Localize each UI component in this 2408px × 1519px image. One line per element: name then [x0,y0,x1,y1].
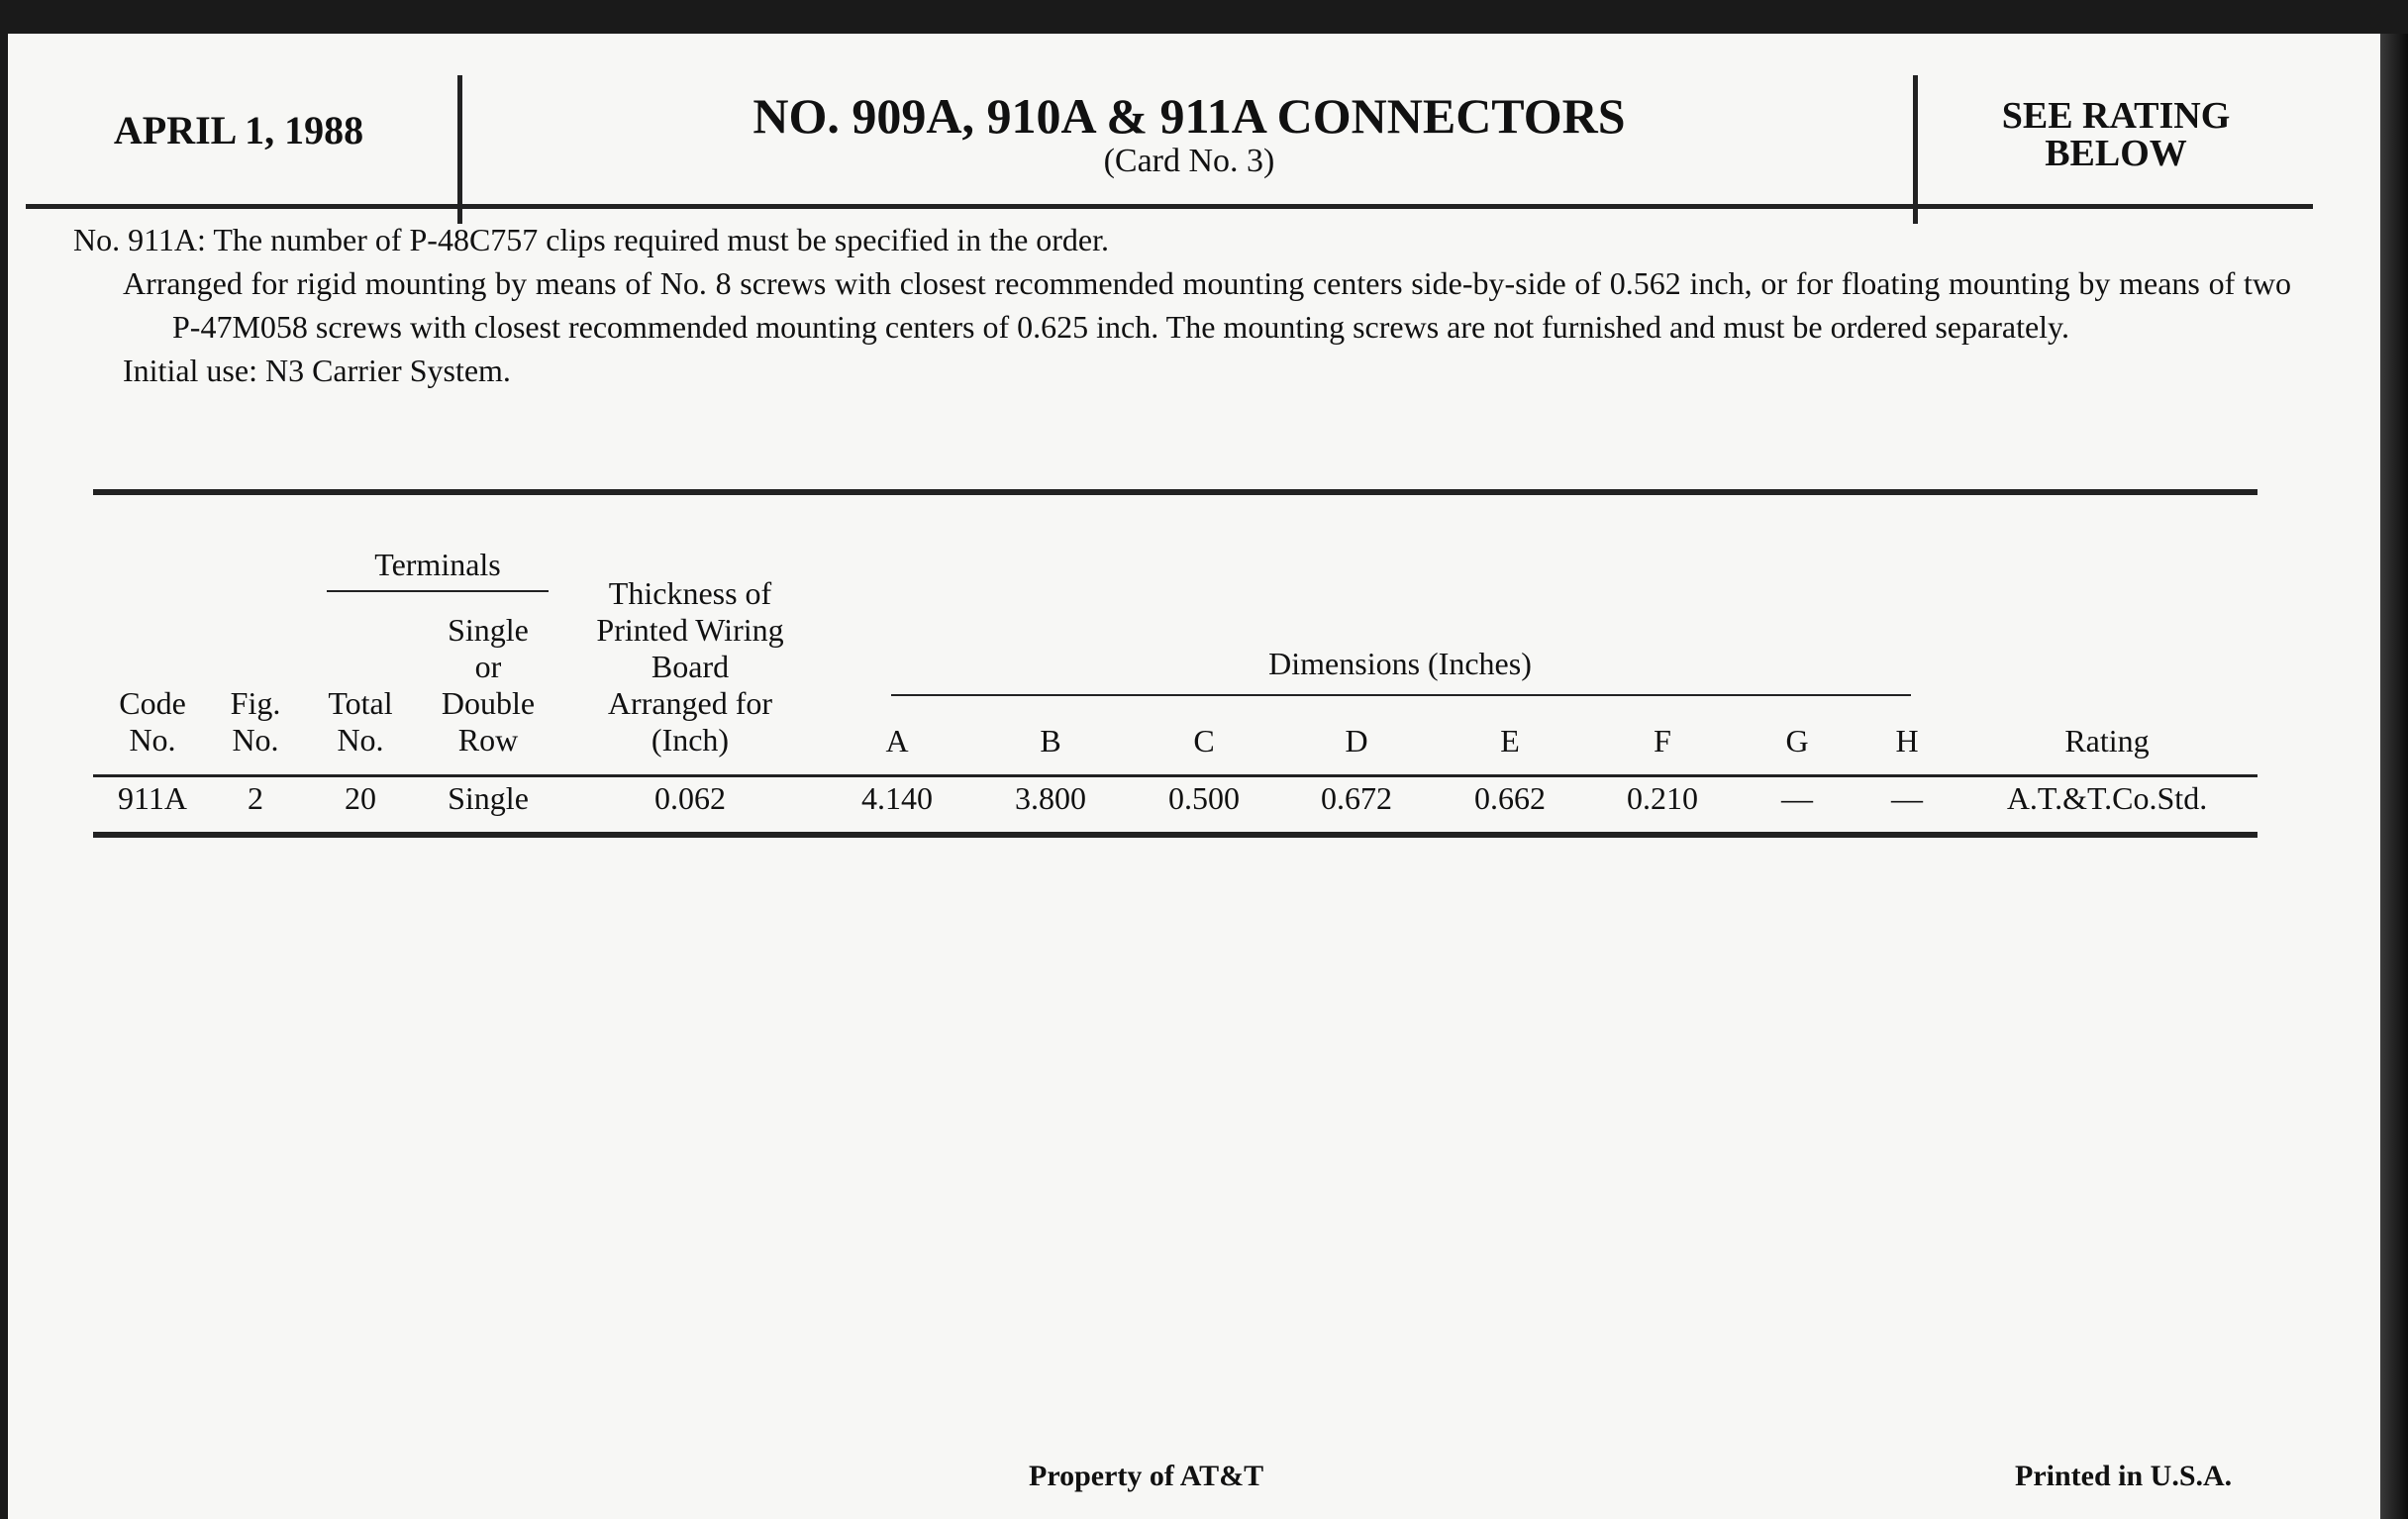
cell-dim-e: 0.662 [1474,780,1546,816]
column-header-dim-c: C [1193,723,1215,759]
column-header-dim-b: B [1040,723,1061,759]
cell-fig: 2 [248,780,263,816]
rating-note-line: BELOW [2045,133,2187,174]
mounting-note: Arranged for rigid mounting by means of No. 8 screws with closest recommended mounting centers side-by-side of 0.562 inch, or for floating mounting by means of two P-47M058 screws with closest recommended mounting centers of 0.625 inch. The mounting screws are not furnished and must be ordered separately. [123,265,2291,345]
header-line: Code [119,685,186,721]
issue-date: APRIL 1, 1988 [113,107,364,152]
cell-total: 20 [345,780,376,816]
cell-dim-b: 3.800 [1015,780,1086,816]
header-line: No. [129,722,176,758]
property-notice: Property of AT&T [1029,1460,1264,1492]
cell-rating: A.T.&T.Co.Std. [2006,780,2208,816]
table-header-rule [93,774,2258,777]
cell-thickness: 0.062 [654,780,726,816]
terminals-group-rule [327,590,549,592]
document-title: NO. 909A, 910A & 911A CONNECTORS [752,88,1626,144]
header-line: Printed Wiring [596,612,784,648]
cell-code: 911A [118,780,187,816]
header-line: Single [448,612,529,648]
terminals-group-header: Terminals [374,547,501,582]
cell-row: Single [448,780,529,816]
dimensions-group-header: Dimensions (Inches) [1268,646,1532,681]
table-bottom-rule [93,832,2258,838]
column-header-dim-f: F [1654,723,1671,759]
header-line: Thickness of [608,575,772,611]
printed-notice: Printed in U.S.A. [2015,1460,2233,1492]
dimensions-group-rule [891,694,1911,696]
header-line: Row [457,722,519,758]
header-line: (Inch) [651,722,730,758]
cell-dim-d: 0.672 [1321,780,1392,816]
header-line: Total [328,685,393,721]
column-header-dim-a: A [885,723,909,759]
cell-dim-g: — [1781,780,1813,816]
column-header-fig [231,685,281,759]
column-header-dim-d: D [1345,723,1368,759]
card-number: (Card No. 3) [1103,143,1275,179]
header-line: Fig. [230,685,281,721]
rating-note [1918,97,2314,172]
cell-dim-h: — [1891,780,1923,816]
rating-note-line: SEE RATING [2001,95,2231,137]
column-header-dim-g: G [1785,723,1809,759]
table-top-rule [93,489,2258,495]
header-line: Double [441,685,536,721]
header-line: Arranged for [607,685,773,721]
initial-use-note: Initial use: N3 Carrier System. [123,353,511,388]
column-header-dim-e: E [1500,723,1520,759]
card-header [26,55,2313,209]
cell-dim-a: 4.140 [861,780,933,816]
header-line: No. [232,722,279,758]
column-header-thickness [596,575,783,759]
column-header-rating: Rating [2064,723,2150,759]
notes-section [73,218,2291,392]
header-line: Board [651,649,730,684]
document-card [8,34,2380,1519]
column-header-code [119,685,186,759]
cell-dim-c: 0.500 [1168,780,1240,816]
column-header-dim-h: H [1895,723,1919,759]
header-line: No. [337,722,384,758]
column-header-total [328,685,392,759]
clips-note: No. 911A: The number of P-48C757 clips required must be specified in the order. [73,222,1110,257]
card-shadow-edge [2380,34,2408,1519]
cell-dim-f: 0.210 [1627,780,1698,816]
header-line: or [474,649,502,684]
column-header-row [442,612,535,759]
